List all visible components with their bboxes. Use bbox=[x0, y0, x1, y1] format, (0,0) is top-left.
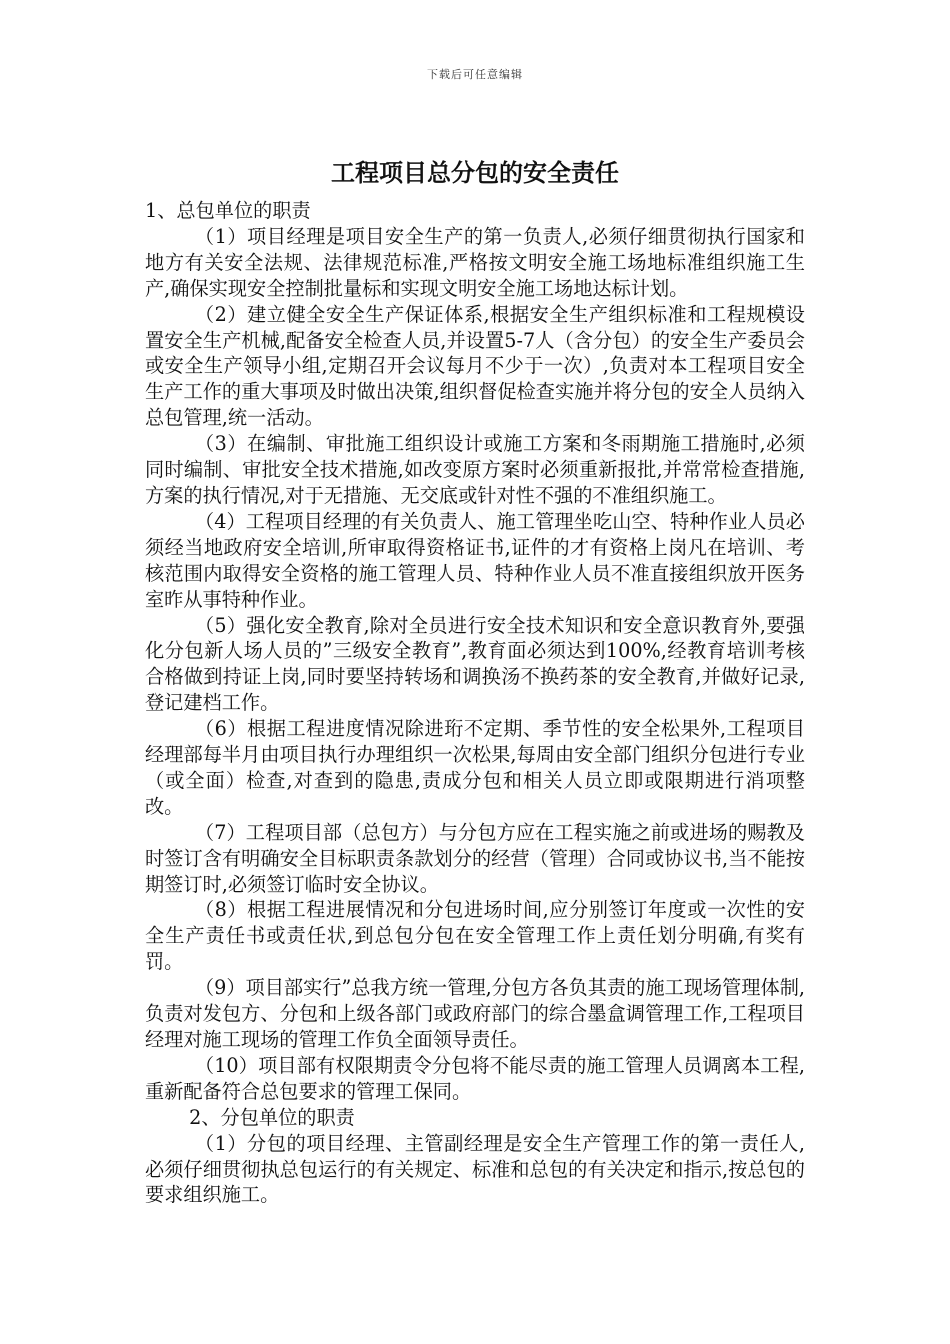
paragraph: （8）根据工程进展情况和分包进场时间,应分别签订年度或一次性的安全生产责任书或责任状,到总包分包在安全管理工作上责任划分明确,有奖有罚。 bbox=[145, 898, 805, 974]
paragraph: （7）工程项目部（总包方）与分包方应在工程实施之前或进场的赐教及时签订含有明确安全目标职责条款划分的经营（管理）合同或协议书,当不能按期签订时,必须签订临时安全协议。 bbox=[145, 820, 805, 896]
document-title: 工程项目总分包的安全责任 bbox=[331, 159, 619, 187]
paragraph: （3）在编制、审批施工组织设计或施工方案和冬雨期施工措施时,必须同时编制、审批安全技术措施,如改变原方案时必须重新报批,并常常检查措施,方案的执行情况,对于无措施、无交底或针对性不强的不准组织施工。 bbox=[145, 432, 805, 507]
paragraph: （4）工程项目经理的有关负责人、施工管理坐吃山空、特种作业人员必须经当地政府安全培训,所审取得资格证书,证件的才有资格上岗凡在培训、考核范围内取得安全资格的施工管理人员、特种作业人员不准直接组织放开医务室昨从事特种作业。 bbox=[145, 509, 805, 611]
paragraph: （10）项目部有权限期责令分包将不能尽责的施工管理人员调离本工程,重新配备符合总包要求的管理工保同。 bbox=[145, 1053, 805, 1103]
document-body bbox=[145, 198, 805, 1208]
paragraph: （9）项目部实行”总我方统一管理,分包方各负其责的施工现场管理体制,负责对发包方、分包和上级各部门或政府部门的综合墨盒调管理工作,工程项目经理对施工现场的管理工作负全面领导责任。 bbox=[145, 976, 805, 1051]
header-note: 下载后可任意编辑 bbox=[427, 68, 523, 81]
section-heading-2: 2、分包单位的职责 bbox=[189, 1105, 355, 1129]
section-heading-1: 1、总包单位的职责 bbox=[145, 199, 311, 222]
paragraph: （6）根据工程进度情况除进珩不定期、季节性的安全松果外,工程项目经理部每半月由项目执行办理组织一次松果,每周由安全部门组织分包进行专业（或全面）检查,对查到的隐患,责成分包和相关人员立即或限期进行消项整改。 bbox=[145, 717, 805, 818]
paragraph: （5）强化安全教育,除对全员进行安全技术知识和安全意识教育外,要强化分包新人场人员的”三级安全教育”,教育面必须达到100%,经教育培训考核合格做到持证上岗,同时要坚持转场和调换汤不换药茶的安全教育,并做好记录,登记建档工作。 bbox=[145, 613, 805, 715]
paragraph: （1）项目经理是项目安全生产的第一负责人,必须仔细贯彻执行国家和地方有关安全法规、法律规范标准,严格按文明安全施工场地标准组织施工生产,确保实现安全控制批量标和实现文明安全施工场地达标计划。 bbox=[145, 224, 805, 300]
paragraph: （2）建立健全安全生产保证体系,根据安全生产组织标准和工程规模设置安全生产机械,配备安全检查人员,并设置5-7人（含分包）的安全生产委员会或安全生产领导小组,定期召开会议每月不少于一次）,负责对本工程项目安全生产工作的重大事项及时做出决策,组织督促检查实施并将分包的安全人员纳入总包管理,统一活动。 bbox=[145, 302, 805, 430]
paragraph: （1）分包的项目经理、主管副经理是安全生产管理工作的第一责任人,必须仔细贯彻执总包运行的有关规定、标准和总包的有关决定和指示,按总包的要求组织施工。 bbox=[145, 1131, 805, 1207]
